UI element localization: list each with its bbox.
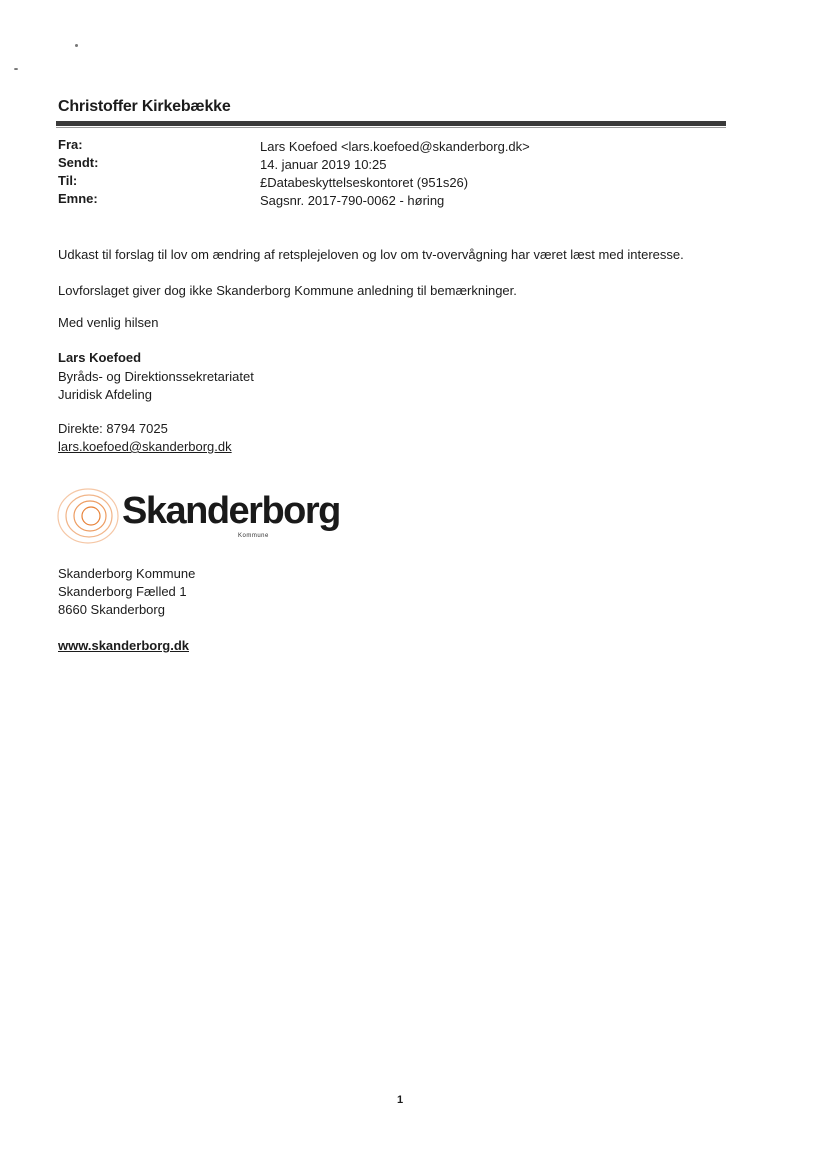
- subject-value: Sagsnr. 2017-790-0062 - høring: [260, 193, 445, 208]
- body-paragraph-2: Lovforslaget giver dog ikke Skanderborg Kommune anledning til bemærkninger.: [58, 283, 517, 298]
- header-rule-thin: [56, 127, 726, 128]
- address-line-3: 8660 Skanderborg: [58, 602, 165, 617]
- scan-speck: [75, 44, 78, 47]
- sent-label: Sendt:: [58, 155, 99, 170]
- header-rule: [56, 121, 726, 126]
- signature-phone: Direkte: 8794 7025: [58, 421, 168, 436]
- greeting: Med venlig hilsen: [58, 315, 159, 330]
- page-number: 1: [397, 1094, 404, 1106]
- subject-label: Emne:: [58, 191, 98, 206]
- scan-speck: [14, 68, 18, 70]
- logo-wordmark: Skanderborg: [122, 490, 340, 532]
- body-paragraph-1: Udkast til forslag til lov om ændring af retsplejeloven og lov om tv-overvågning har været læst med interesse.: [58, 247, 684, 262]
- logo-ring: [58, 489, 118, 543]
- logo-subtitle: Kommune: [238, 533, 269, 539]
- from-label: Fra:: [58, 137, 83, 152]
- logo-ring: [82, 507, 100, 525]
- logo-ring: [74, 501, 106, 531]
- signature-email-link[interactable]: lars.koefoed@skanderborg.dk: [58, 439, 232, 454]
- signature-name: Lars Koefoed: [58, 350, 142, 365]
- sender-name: Christoffer Kirkebække: [58, 98, 231, 115]
- signature-unit: Juridisk Afdeling: [58, 387, 152, 402]
- from-value: Lars Koefoed <lars.koefoed@skanderborg.dk>: [260, 139, 530, 154]
- to-label: Til:: [58, 173, 78, 188]
- address-line-2: Skanderborg Fælled 1: [58, 584, 187, 599]
- address-line-1: Skanderborg Kommune: [58, 566, 196, 581]
- signature-department: Byråds- og Direktionssekretariatet: [58, 369, 254, 384]
- sent-value: 14. januar 2019 10:25: [260, 157, 387, 172]
- to-value: £Databeskyttelseskontoret (951s26): [260, 175, 469, 190]
- website-link[interactable]: www.skanderborg.dk: [58, 638, 189, 653]
